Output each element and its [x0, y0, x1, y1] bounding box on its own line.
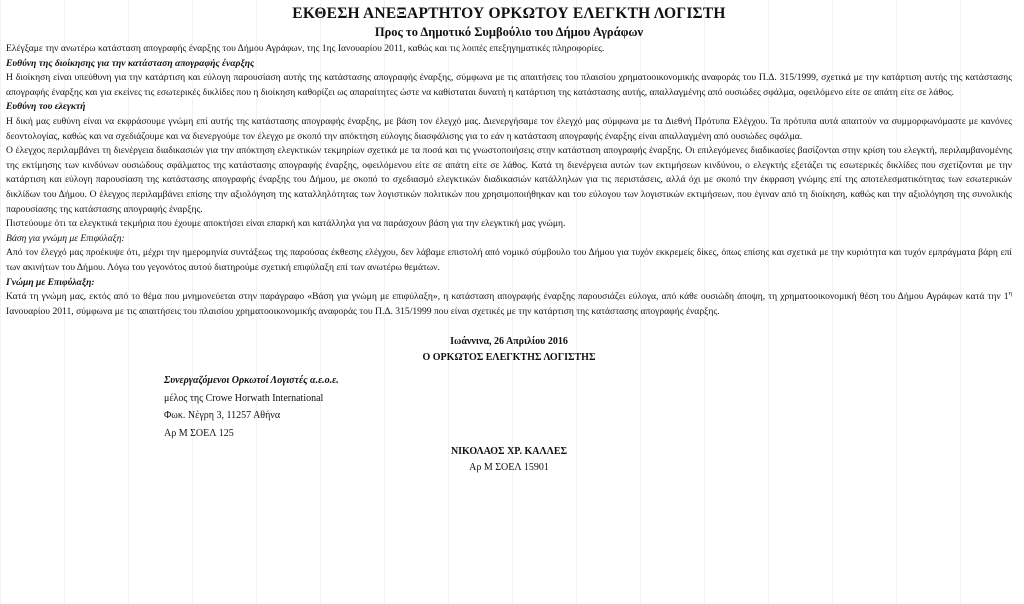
opinion-paragraph	[6, 290, 1012, 319]
intro-paragraph: Ελέγξαμε την ανωτέρω κατάσταση απογραφής έναρξης του Δήμου Αγράφων, της 1ης Ιανουαρίου 2011, καθώς και τις λοιπές επεξηγηματικές πληροφορίες.	[6, 43, 605, 54]
auditor-paragraph-1: Η δική μας ευθύνη είναι να εκφράσουμε γνώμη επί αυτής της κατάστασης απογραφής έναρξης, με βάση τον έλεγχό μας. Διενεργήσαμε τον έλεγχό μας σύμφωνα με τα Διεθνή Πρότυπα Ελέγχου. Τα πρότυπα αυτά απαιτούν να συμμορφωνόμαστε με κανόνες δεοντολογίας, καθώς και να σχεδιάζουμε και να διενεργούμε τον έλεγχο με σκοπό την απόκτηση εύλογης διασφάλισης για το εάν η κατάσταση απογραφής έναρξης είναι απαλλαγμένη από ουσιώδες σφάλμα.	[6, 115, 1012, 142]
auditor-heading: Ευθύνη του ελεγκτή	[6, 101, 86, 113]
signature-block	[6, 444, 1012, 476]
basis-heading: Βάση για γνώμη με Επιφύλαξη:	[6, 232, 125, 244]
opinion-text-a: Κατά τη γνώμη μας, εκτός από το θέμα που μνημονεύεται στην παράγραφο «Βάση για γνώμη με επιφύλαξη», η κατάσταση απογραφής έναρξης παρουσιάζει εύλογα, από κάθε ουσιώδη άποψη, τη χρηματοοικονομική θέση του Δήμου Αγράφων κατά την 1	[6, 291, 1009, 303]
signer-registration: Αρ Μ ΣΟΕΛ 15901	[469, 462, 549, 474]
signer-name: ΝΙΚΟΛΑΟΣ ΧΡ. ΚΑΛΛΕΣ	[450, 446, 568, 458]
auditor-paragraph-2: Ο έλεγχος περιλαμβάνει τη διενέργεια διαδικασιών για την απόκτηση ελεγκτικών τεκμηρίων σχετικά με τα ποσά και τις γνωστοποιήσεις στην κατάσταση απογραφής έναρξης. Οι επιλεγόμενες διαδικασίες βασίζονται στην κρίση του ελεγκτή, περιλαμβανομένης της εκτίμησης των κινδύνων ουσιώδους σφάλματος της κατάστασης απογραφής έναρξης, οφειλόμενου είτε σε απάτη είτε σε λάθος. Κατά τη διενέργεια αυτών των εκτιμήσεων κινδύνου, ο ελεγκτής εξετάζει τις εσωτερικές δικλίδες που σχετίζονται με την κατάρτιση και εύλογη παρουσίαση της κατάστασης απογραφής έναρξης του Δήμου, με σκοπό το σχεδιασμό ελεγκτικών διαδικασιών κατάλληλων για τις περιστάσεις, αλλά όχι με σκοπό την έκφραση γνώμης επί της αποτελεσματικότητας των εσωτερικών δικλίδων του Δήμου. Ο έλεγχος περιλαμβάνει επίσης την αξιολόγηση της καταλληλότητας των λογιστικών πολιτικών που χρησιμοποιήθηκαν και του εύλογου των λογιστικών εκτιμήσεων, που έγιναν από τη διοίκηση, καθώς και την αξιολόγηση της συνολικής παρουσίασης της κατάστασης απογραφής έναρξης.	[6, 145, 1012, 215]
firm-member: μέλος της Crowe Horwath International	[164, 392, 324, 404]
auditor-paragraph-3: Πιστεύουμε ότι τα ελεγκτικά τεκμήρια που έχουμε αποκτήσει είναι επαρκή και κατάλληλα για να παράσχουν βάση για την ελεγκτική μας γνώμη.	[6, 218, 566, 230]
firm-name: Συνεργαζόμενοι Ορκωτοί Λογιστές α.ε.ο.ε.	[164, 375, 339, 387]
report-title: ΕΚΘΕΣΗ ΑΝΕΞΑΡΤΗΤΟΥ ΟΡΚΩΤΟΥ ΕΛΕΓΚΤΗ ΛΟΓΙΣΤΗ	[292, 5, 726, 22]
opinion-text-b: Ιανουαρίου 2011, σύμφωνα με τις απαιτήσεις του πλαισίου χρηματοοικονομικής αναφοράς του Π.Δ. 315/1999 που είναι σχετικές με την κατάρτιση της κατάστασης απογραφής έναρξης.	[6, 305, 720, 317]
report-subtitle: Προς το Δημοτικό Συμβούλιο του Δήμου Αγράφων	[374, 25, 644, 39]
opinion-heading: Γνώμη με Επιφύλαξη:	[6, 276, 95, 288]
basis-paragraph: Από τον έλεγχό μας προέκυψε ότι, μέχρι την ημερομηνία συντάξεως της παρούσας έκθεσης ελέγχου, δεν λάβαμε επιστολή από νομικό σύμβουλο του Δήμου για τυχόν εκκρεμείς δίκες, όπως επίσης και σχετικά με την κυριότητα και τυχόν εμπράγματα βάρη επί των ακινήτων του Δήμου. Λόγω του γεγονότος αυτού διατηρούμε σχετική επιφύλαξη επί των ανωτέρω θεμάτων.	[6, 247, 1012, 273]
report-body	[6, 42, 1012, 319]
management-paragraph: Η διοίκηση είναι υπεύθυνη για την κατάρτιση και εύλογη παρουσίαση αυτής της κατάστασης απογραφής έναρξης, σύμφωνα με τις απαιτήσεις του πλαισίου χρηματοοικονομικής αναφοράς του Π.Δ. 315/1999, σχετικά με την κατάρτιση αυτής της κατάστασης απογραφής έναρξης και για εκείνες τις εσωτερικές δικλίδες που η διοίκηση καθορίζει ως απαραίτητες ώστε να καθίσταται δυνατή η κατάρτιση της κατάστασης αυτής, απαλλαγμένης από ουσιώδες σφάλμα, οφειλόμενο είτε σε απάτη είτε σε λάθος.	[6, 72, 1012, 98]
firm-address: Φωκ. Νέγρη 3, 11257 Αθήνα	[164, 410, 281, 422]
firm-registration: Αρ Μ ΣΟΕΛ 125	[164, 427, 234, 439]
management-heading: Ευθύνη της διοίκησης για την κατάσταση απογραφής έναρξης	[6, 57, 255, 69]
opinion-superscript: η	[1008, 289, 1012, 297]
auditor-title: Ο ΟΡΚΩΤΟΣ ΕΛΕΓΚΤΗΣ ΛΟΓΙΣΤΗΣ	[422, 352, 596, 364]
firm-block	[164, 372, 1012, 442]
place-date: Ιωάννινα, 26 Απριλίου 2016	[450, 336, 568, 348]
